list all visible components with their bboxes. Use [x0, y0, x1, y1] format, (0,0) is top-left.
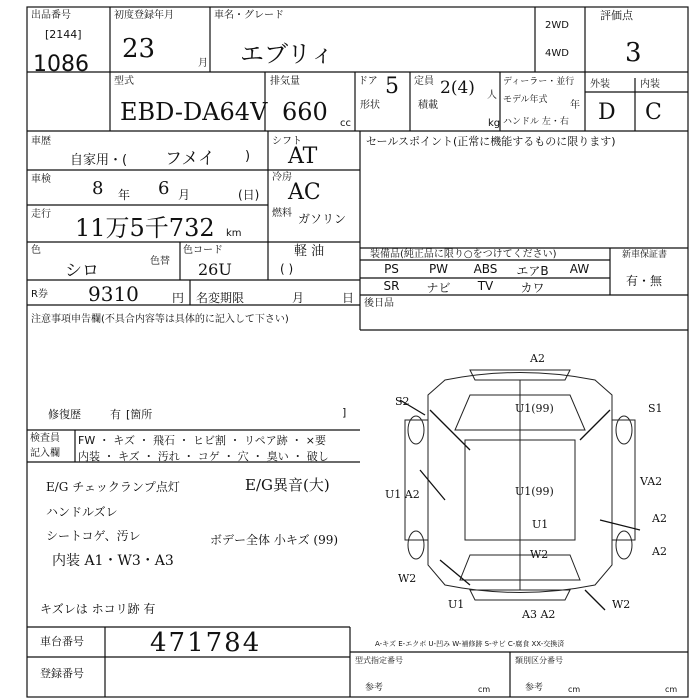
after-items-title: 後日品	[364, 298, 394, 309]
equipment-item[interactable]: カワ	[520, 281, 545, 295]
inspection-month: 6	[158, 178, 170, 199]
memo-6: 内装 A1・W3・A3	[52, 553, 174, 569]
reference-label-1: 参考	[365, 683, 384, 693]
cm-unit-1: cm	[478, 685, 491, 694]
damage-mark: W2	[398, 572, 417, 585]
inspector-line-2: 内装 ・ キズ ・ 汚れ ・ コゲ ・ 穴 ・ 臭い ・ 破し	[78, 450, 329, 463]
memo-7: キズレは ホコリ跡 有	[40, 602, 156, 616]
displacement-label: 排気量	[270, 76, 300, 87]
damage-mark: VA2	[640, 475, 663, 488]
year-unit: 年	[570, 100, 580, 111]
recycle-label: R券	[31, 289, 48, 300]
shift-label: シフト	[272, 136, 302, 147]
cm-unit-2: cm	[568, 685, 581, 694]
mileage-value: 11万5千732	[75, 214, 215, 242]
handle-label: ハンドル 左・右	[503, 117, 569, 127]
lot-code: [2144]	[45, 28, 82, 41]
registration-label: 登録番号	[40, 667, 84, 680]
color-label: 色	[31, 245, 41, 256]
history-close: )	[245, 149, 251, 164]
displacement-value: 660	[282, 98, 328, 126]
damage-mark: W2	[530, 548, 549, 561]
damage-mark: A2	[530, 352, 545, 365]
capacity-label: 定員	[414, 76, 434, 87]
equipment-item[interactable]: エアB	[516, 264, 549, 278]
color-change-label: 色替	[150, 256, 170, 267]
repair-close: ]	[342, 406, 347, 419]
type-label: 型式	[114, 76, 134, 87]
damage-mark: U1(99)	[515, 485, 554, 498]
load-label: 積載	[418, 100, 438, 111]
entry-label: 記入欄	[30, 448, 60, 459]
color-code-label: 色コード	[183, 245, 223, 256]
inspection-label: 車検	[31, 174, 51, 185]
shift-value: AT	[288, 144, 318, 169]
chassis-label: 車台番号	[40, 635, 84, 648]
capacity-unit: 人	[487, 90, 497, 101]
equipment-item[interactable]: PS	[384, 262, 399, 276]
dealer-label: ディーラー・並行	[503, 77, 575, 87]
damage-mark: U1	[532, 518, 549, 531]
sales-point-title: セールスポイント(正常に機能するものに限ります)	[366, 135, 616, 148]
memo-3: ハンドルズレ	[46, 505, 118, 519]
repair-label: 修復歴	[48, 408, 81, 421]
month-unit: 月	[198, 58, 208, 69]
damage-mark: S1	[648, 402, 663, 415]
fuel-alt: 軽 油	[294, 244, 325, 259]
damage-mark: S2	[395, 395, 410, 408]
displacement-unit: cc	[340, 118, 351, 129]
model-name-value: エブリィ	[240, 40, 335, 68]
memo-5: ボデー全体 小キズ (99)	[210, 533, 339, 547]
year-char: 年	[118, 188, 131, 202]
mileage-unit: km	[226, 228, 242, 239]
doors-value: 5	[385, 74, 399, 99]
inspection-year: 8	[92, 178, 104, 199]
interior-label: 内装	[640, 79, 660, 90]
lot-label: 出品番号	[31, 10, 71, 21]
recycle-value: 9310	[88, 282, 139, 306]
type-designation-label: 型式指定番号	[355, 656, 403, 665]
notes-title: 注意事項申告欄(不具合内容等は具体的に記入して下さい)	[31, 314, 289, 325]
repair-value: 有	[110, 408, 121, 421]
mileage-label: 走行	[31, 209, 51, 220]
equipment-item[interactable]: ABS	[473, 262, 498, 276]
color-value: シロ	[65, 261, 99, 281]
damage-mark: A2	[652, 512, 667, 525]
inspector-line-1: FW ・ キズ ・ 飛石 ・ ヒビ割 ・ リペア跡 ・ ×要	[78, 434, 326, 447]
first-registration-year: 23	[122, 34, 156, 64]
exterior-label: 外装	[590, 79, 610, 90]
grade-value: 3	[625, 38, 642, 68]
fuel-value: ガソリン	[298, 212, 347, 226]
class-designation-label: 類別区分番号	[515, 656, 563, 665]
memo-2: E/G異音(大)	[245, 476, 330, 494]
deadline-month: 月	[292, 291, 305, 305]
yen-unit: 円	[172, 291, 185, 305]
capacity-value: 2(4)	[440, 78, 475, 98]
equipment-title: 装備品(純正品に限り○をつけてください)	[370, 249, 557, 260]
day-char: (日)	[238, 188, 260, 202]
fuel-label: 燃料	[272, 208, 292, 219]
reference-label-2: 参考	[525, 683, 544, 693]
damage-legend: A-キズ E-エクボ U-凹み W-補修跡 S-サビ C-腐食 XX-交換済	[375, 640, 565, 648]
chassis-value: 471784	[150, 628, 262, 658]
warranty-label: 新車保証書	[622, 250, 668, 260]
memo-1: E/G チェックランプ点灯	[46, 480, 180, 494]
inspector-label: 検査員	[30, 433, 60, 444]
first-registration-label: 初度登録年月	[114, 10, 174, 21]
lot-number: 1086	[33, 52, 89, 77]
damage-mark: W2	[612, 598, 631, 611]
damage-mark: U1	[448, 598, 465, 611]
damage-mark: A2	[652, 545, 667, 558]
repair-place: [箇所	[126, 408, 153, 421]
doors-label: ドア	[358, 76, 378, 87]
equipment-item[interactable]: PW	[428, 262, 449, 276]
interior-value: C	[645, 100, 662, 125]
warranty-value: 有・無	[626, 274, 663, 288]
fuel-paren: ( )	[280, 262, 294, 276]
ac-label: 冷房	[272, 172, 292, 183]
type-value: EBD-DA64V	[120, 98, 268, 126]
name-change-deadline-label: 名変期限	[196, 291, 245, 305]
month-char: 月	[178, 188, 191, 202]
color-code-value: 26U	[198, 260, 232, 279]
drive-2wd: 2WD	[545, 20, 569, 31]
equipment-item[interactable]: AW	[569, 262, 590, 276]
ac-value: AC	[288, 180, 321, 205]
exterior-value: D	[598, 100, 616, 125]
history-note: フメイ	[165, 149, 215, 169]
damage-mark: U1(99)	[515, 402, 554, 415]
model-name-label: 車名・グレード	[214, 10, 284, 21]
equipment-item[interactable]: TV	[477, 279, 494, 293]
memo-4: シートコゲ、汚レ	[46, 529, 141, 543]
deadline-day: 日	[342, 291, 355, 305]
damage-mark: A3 A2	[522, 608, 556, 621]
equipment-item[interactable]: ナビ	[426, 281, 451, 295]
drive-4wd: 4WD	[545, 48, 569, 59]
cm-unit-3: cm	[665, 685, 678, 694]
history-label: 車歴	[31, 136, 51, 147]
model-year-label: モデル年式	[503, 95, 548, 105]
load-unit: kg	[488, 118, 501, 129]
history-value: 自家用・(	[70, 153, 128, 168]
shape-label: 形状	[360, 100, 380, 111]
equipment-item[interactable]: SR	[383, 279, 400, 293]
grade-label: 評価点	[600, 9, 633, 22]
damage-mark: U1 A2	[385, 488, 420, 501]
